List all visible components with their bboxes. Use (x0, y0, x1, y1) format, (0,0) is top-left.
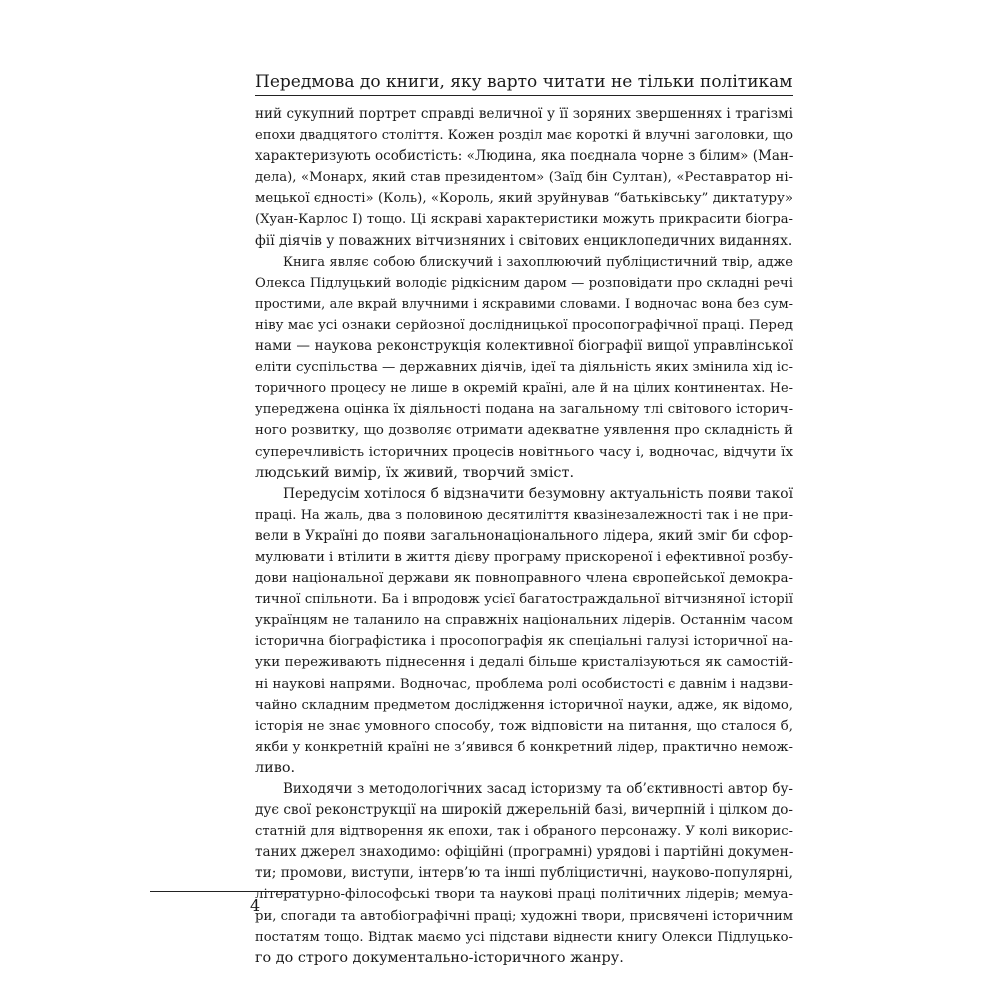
text-line: мецької єдності» (Коль), «Король, який зруйнував “батьківську” диктатуру» (255, 191, 793, 207)
text-line: літературно-філософські твори та наукові праці політичних лідерів; мемуа- (255, 887, 793, 903)
text-line: уки переживають піднесення і дедалі більше кристалізуються як самостій- (255, 655, 793, 671)
text-line: дови національної держави як повноправного члена європейської демокра- (255, 571, 793, 587)
text-line: упереджена оцінка їх діяльності подана на загальному тлі світового історич- (255, 402, 793, 418)
text-line: українцям не таланило на справжніх національних лідерів. Останнім часом (255, 613, 793, 629)
text-line: ного розвитку, що дозволяє отримати адекватне уявлення про складність й (255, 423, 793, 439)
text-line: характеризують особистість: «Людина, яка поєднала чорне з білим» (Ман- (255, 148, 793, 165)
text-line: статній для відтворення як епохи, так і обраного персонажу. У колі викорис- (255, 824, 793, 840)
text-line: простими, але вкрай влучними і яскравими словами. І водночас вона без сум- (255, 296, 793, 312)
text-line: (Хуан-Карлос І) тощо. Ці яскраві характеристики можуть прикрасити біогра- (255, 212, 793, 228)
text-line: дує свої реконструкції на широкій джерельній базі, вичерпній і цілком до- (255, 802, 793, 819)
text-line: ні наукові напрями. Водночас, проблема ролі особистості є давнім і надзви- (255, 676, 793, 692)
text-line: історична біографістика і просопографія як спеціальні галузі історичної на- (255, 634, 793, 650)
text-line: чайно складним предметом дослідження історичної науки, адже, як відомо, (255, 697, 793, 713)
text-line: ти; промови, виступи, інтерв’ю та інші публіцистичні, науково-популярні, (255, 865, 793, 882)
text-line: суперечливість історичних процесів новітнього часу і, водночас, відчути їх (255, 444, 793, 460)
text-line: ніву має усі ознаки серйозної дослідницької просопографічної праці. Перед (255, 317, 793, 333)
text-line: Олекса Підлуцький володіє рідкісним даром — розповідати про складні речі (255, 275, 793, 291)
text-line: ливо. (255, 759, 296, 776)
text-line: історія не знає умовного способу, тож відповісти на питання, що сталося б, (255, 718, 793, 734)
text-line: вели в Україні до появи загальнонаціонального лідера, який зміг би сфор- (255, 527, 793, 544)
text-line: еліти суспільства — державних діячів, ідеї та діяльність яких змінила хід іс- (255, 360, 793, 376)
text-line: таних джерел знаходимо: офіційні (програмні) урядові і партійні докумен- (255, 844, 793, 861)
text-line: тичної спільноти. Ба і впродовж усієї багатостраждальної вітчизняної історії (255, 592, 793, 608)
text-line: Книга являє собою блискучий і захоплюючий публіцистичний твір, адже (283, 254, 793, 270)
text-line: епохи двадцятого століття. Кожен розділ має короткі й влучні заголовки, що (255, 128, 793, 144)
text-line: го до строго документально-історичного жанру. (255, 949, 624, 966)
text-line: Виходячи з методологічних засад історизму та об’єктивності автор бу- (283, 781, 793, 797)
text-line: нами — наукова реконструкція колективної біографії вищої управлінської (255, 338, 793, 355)
footnote-rule (150, 891, 300, 892)
running-header: Передмова до книги, яку варто читати не тільки політикам (255, 72, 793, 92)
text-line: дела), «Монарх, який став президентом» (Заїд бін Султан), «Реставратор ні- (255, 170, 793, 186)
page-number: 4 (250, 896, 261, 915)
text-line: людський вимір, їх живий, творчий зміст. (255, 464, 575, 481)
text-line: праці. На жаль, два з половиною десятиліття квазінезалежності так і не при- (255, 507, 793, 523)
text-line: Передусім хотілося б відзначити безумовну актуальність появи такої (283, 485, 793, 502)
text-line: торичного процесу не лише в окремій країні, але й на цілих континентах. Не- (255, 381, 793, 397)
text-line: ри, спогади та автобіографічні праці; художні твори, присвячені історичним (255, 908, 793, 924)
text-line: якби у конкретній країні не з’явився б конкретний лідер, практично немож- (255, 739, 793, 755)
text-line: фії діячів у поважних вітчизняних і світових енциклопедичних виданнях. (255, 232, 793, 249)
text-line: мулювати і втілити в життя дієву програму прискореної і ефективної розбу- (255, 549, 793, 565)
text-line: постатям тощо. Відтак маємо усі підстави віднести книгу Олекси Підлуцько- (255, 929, 793, 945)
body-text (255, 104, 793, 969)
text-line: ний сукупний портрет справді величної у її зоряних звершеннях і трагізмі (255, 106, 793, 122)
header-rule (255, 95, 793, 96)
